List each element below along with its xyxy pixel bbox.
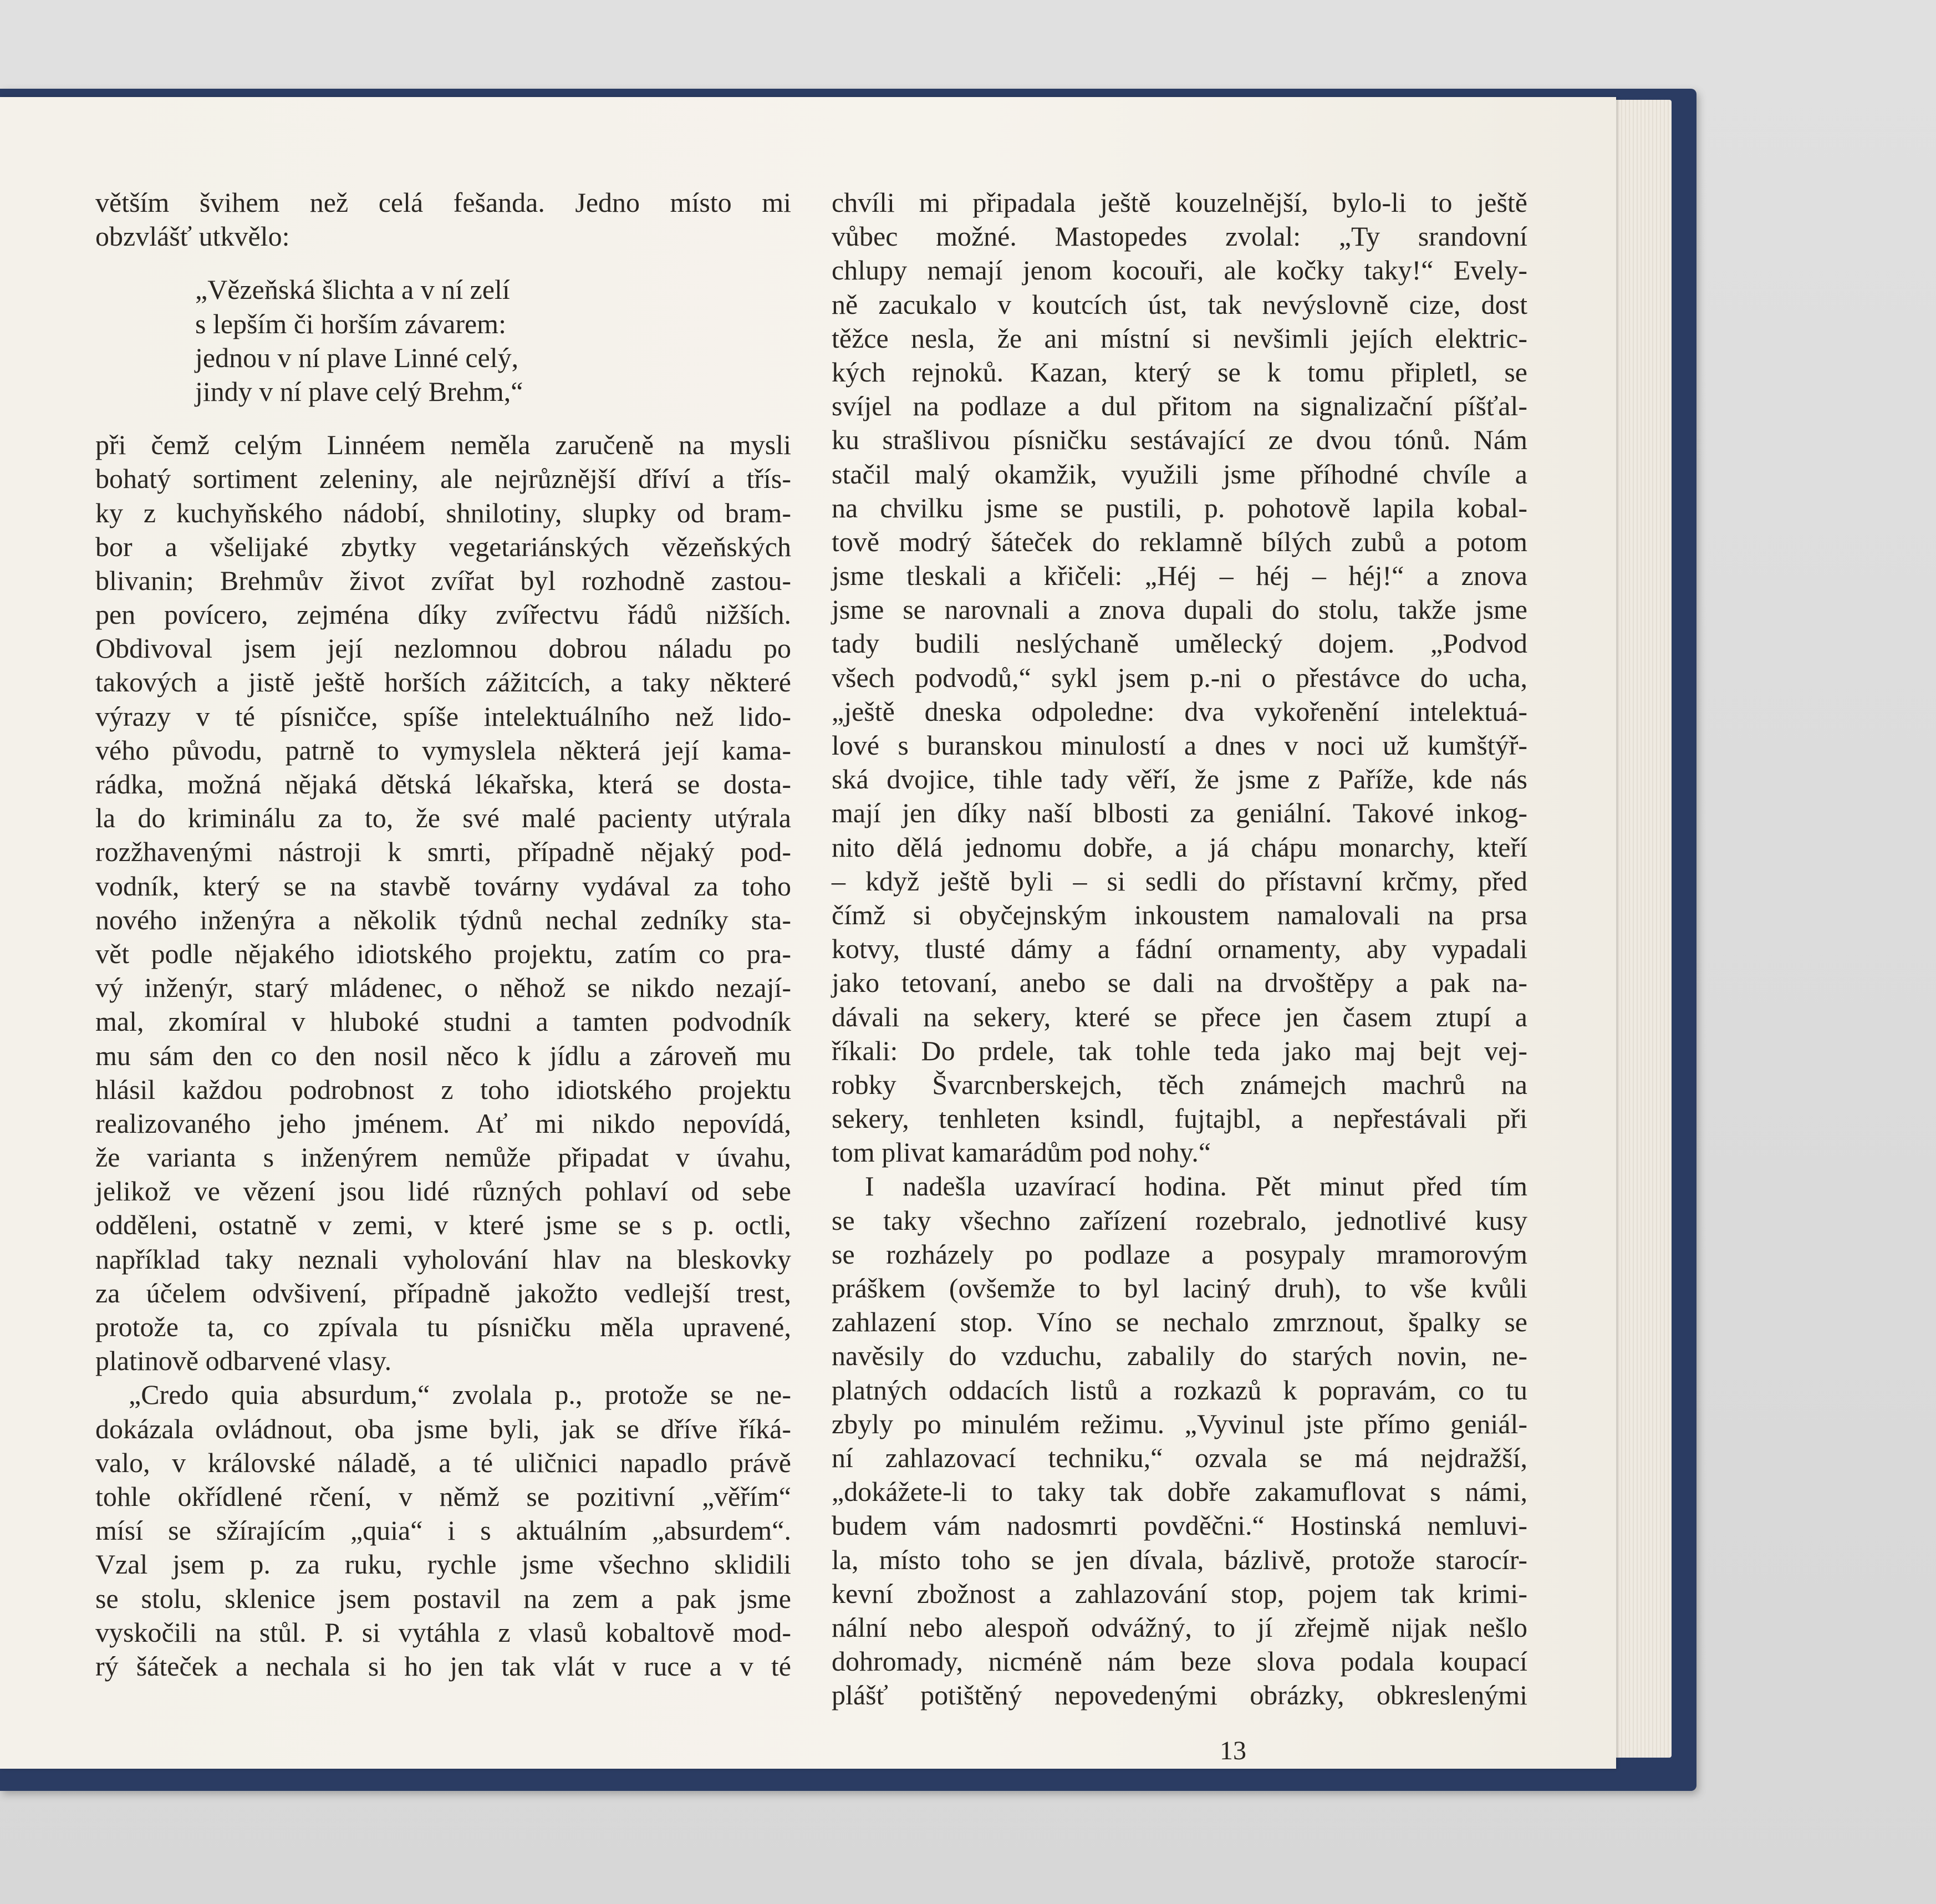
text-line: tady budili neslýchaně umělecký dojem. „Podvod [832, 628, 1527, 659]
text-line: kých rejnoků. Kazan, který se k tomu připletl, se [832, 356, 1527, 388]
text-line: tově modrý šáteček do reklamně bílých zubů a potom [832, 526, 1527, 557]
text-line: jsme se narovnali a znova dupali do stolu, takže jsme [832, 594, 1527, 625]
text-line: ní zahlazovací techniku,“ ozvala se má nejdražší, [832, 1442, 1527, 1473]
text-line: plášť potištěný nepovedenými obrázky, obkreslenými [832, 1679, 1527, 1711]
text-line: zahlazení stop. Víno se nechalo zmrznout, špalky se [832, 1306, 1527, 1338]
text-line: při čemž celým Linnéem neměla zaručeně na mysli [95, 429, 791, 461]
text-line: robky Švarcnberskejch, těch známejch machrů na [832, 1068, 1527, 1100]
text-line: hlásil každou podrobnost z toho idiotského projektu [95, 1073, 791, 1105]
text-line: nální nebo alespoň odvážný, to jí zřejmě nijak nešlo [832, 1611, 1527, 1643]
text-line: vět podle nějakého idiotského projektu, zatím co pra- [95, 938, 791, 969]
text-line: vůbec možné. Mastopedes zvolal: „Ty srandovní [832, 221, 1527, 252]
right-paragraph-1 [832, 186, 1527, 1169]
left-paragraph-2 [95, 428, 791, 1378]
text-line: bohatý sortiment zeleniny, ale nejrůznější dříví a třís- [95, 463, 791, 495]
text-line: vodník, který se na stavbě továrny vydával za toho [95, 870, 791, 902]
left-paragraph-1 [95, 186, 791, 253]
text-line: nito dělá jednomu dobře, a já chápu monarchy, kteří [832, 831, 1527, 863]
text-line: se rozházely po podlaze a posypaly mramorovým [832, 1238, 1527, 1270]
text-line: chlupy nemají jenom kocouři, ale kočky taky!“ Evely- [832, 254, 1527, 286]
verse-line: jednou v ní plave Linné celý, [195, 342, 519, 373]
text-line: vý inženýr, starý mládenec, o něhož se nikdo nezají- [95, 972, 791, 1004]
left-column [95, 186, 791, 1683]
text-line: tohle okřídlené rčení, v němž se pozitivní „věřím“ [95, 1480, 791, 1512]
text-line: říkali: Do prdele, tak tohle teda jako maj bejt vej- [832, 1035, 1527, 1066]
text-line: I nadešla uzavírací hodina. Pět minut před tím [865, 1170, 1527, 1202]
text-line: jako tetovaní, anebo se dali na drvoštěpy a pak na- [832, 967, 1527, 999]
text-line: ně zacukalo v koutcích úst, tak nevýslovně cize, dost [832, 288, 1527, 320]
text-line: platných oddacích listů a rozkazů k popravám, co tu [832, 1374, 1527, 1406]
text-line: realizovaného jeho jménem. Ať mi nikdo nepovídá, [95, 1107, 791, 1139]
verse-line: „Vězeňská šlichta a v ní zelí [195, 274, 510, 306]
text-line: chvíli mi připadala ještě kouzelnější, bylo-li to ještě [832, 187, 1527, 218]
text-line: ku strašlivou písničku sestávající ze dvou tónů. Nám [832, 424, 1527, 456]
text-line: rý šáteček a nechala si ho jen tak vlát v ruce a v té [95, 1650, 791, 1682]
text-line: bor a všelijaké zbytky vegetariánských vězeňských [95, 531, 791, 562]
text-line: jelikož ve vězení jsou lidé různých pohlaví od sebe [95, 1175, 791, 1207]
text-line: větším švihem než celá fešanda. Jedno místo mi [95, 187, 791, 218]
text-line: mal, zkomíral v hluboké studni a tamten podvodník [95, 1006, 791, 1037]
text-line: sekery, tenhleten ksindl, fujtajbl, a nepřestávali při [832, 1103, 1527, 1134]
verse-line: s lepším či horším závarem: [195, 308, 506, 339]
text-line: se taky všechno zařízení rozebralo, jednotlivé kusy [832, 1204, 1527, 1236]
text-line: všech podvodů,“ sykl jsem p.-ni o přestávce do ucha, [832, 661, 1527, 693]
right-paragraph-2 [832, 1169, 1527, 1712]
text-line: ky z kuchyňského nádobí, shnilotiny, slupky od bram- [95, 497, 791, 528]
text-line: zbyly po minulém režimu. „Vyvinul jste přímo geniál- [832, 1408, 1527, 1439]
text-line: mají jen díky naší blbosti za geniální. Takové inkog- [832, 797, 1527, 829]
text-line: dokázala ovládnout, oba jsme byli, jak se dříve říká- [95, 1413, 791, 1444]
text-line: dohromady, nicméně nám beze slova podala koupací [832, 1646, 1527, 1677]
text-line: nového inženýra a několik týdnů nechal zedníky sta- [95, 904, 791, 935]
text-line: – když ještě byli – si sedli do přístavní krčmy, před [832, 865, 1527, 897]
text-line: ská dvojice, tihle tady věří, že jsme z Paříže, kde nás [832, 763, 1527, 795]
text-line: navěsily do vzduchu, zabalily do starých novin, ne- [832, 1340, 1527, 1372]
text-line: že varianta s inženýrem nemůže připadat v úvahu, [95, 1142, 791, 1173]
text-line: stačil malý okamžik, využili jsme příhodné chvíle a [832, 458, 1527, 490]
text-line: rádka, možná nějaká dětská lékařska, která se dosta- [95, 768, 791, 800]
text-line: vého původu, patrně to vymyslela některá její kama- [95, 734, 791, 766]
text-line: jsme tleskali a křičeli: „Héj – héj – héj!“ a znova [832, 560, 1527, 592]
text-line: na chvilku jsme se pustili, p. pohotově lapila kobal- [832, 492, 1527, 523]
text-line: Vzal jsem p. za ruku, rychle jsme všechno sklidili [95, 1549, 791, 1580]
text-line: mu sám den co den nosil něco k jídlu a zároveň mu [95, 1040, 791, 1071]
text-line: platinově odbarvené vlasy. [95, 1345, 392, 1377]
page-edges [1611, 100, 1672, 1758]
text-line: rozžhavenými nástroji k smrti, případně nějaký pod- [95, 836, 791, 868]
text-line: za účelem odvšivení, případně jakožto vedlejší trest, [95, 1277, 791, 1309]
text-line: la do kriminálu za to, že své malé pacienty utýrala [95, 802, 791, 834]
text-line: těžce nesla, že ani místní si nevšimli jejích elektric- [832, 322, 1527, 354]
right-column [832, 186, 1527, 1712]
text-line: práškem (ovšemže to byl laciný druh), to vše kvůli [832, 1272, 1527, 1304]
text-line: lové s buranskou minulostí a dnes v noci už kumštýř- [832, 730, 1527, 761]
page-number: 13 [1220, 1736, 1246, 1765]
text-line: například taky neznali vyholování hlav na bleskovky [95, 1243, 791, 1275]
text-line: blivanin; Brehmův život zvířat byl rozhodně zastou- [95, 564, 791, 596]
text-line: obzvlášť utkvělo: [95, 221, 290, 252]
text-line: dávali na sekery, které se přece jen časem ztupí a [832, 1001, 1527, 1032]
text-line: protože ta, co zpívala tu písničku měla upravené, [95, 1311, 791, 1342]
text-line: mísí se sžírajícím „quia“ i s aktuálním „absurdem“. [95, 1515, 791, 1546]
text-line: čímž si obyčejnským inkoustem namalovali na prsa [832, 899, 1527, 930]
text-line: budem vám nadosmrti povděčni.“ Hostinská nemluvi- [832, 1510, 1527, 1541]
text-line: Obdivoval jsem její nezlomnou dobrou náladu po [95, 633, 791, 664]
text-line: „dokážete-li to taky tak dobře zakamuflovat s námi, [832, 1476, 1527, 1508]
text-line: „Credo quia absurdum,“ zvolala p., protože se ne- [129, 1379, 791, 1411]
text-line: la, místo toho se jen dívala, bázlivě, protože starocír- [832, 1544, 1527, 1575]
text-line: tom plivat kamarádům pod nohy.“ [832, 1137, 1211, 1168]
text-line: valo, v královské náladě, a té uličnici napadlo právě [95, 1447, 791, 1478]
text-line: odděleni, ostatně v zemi, v které jsme se s p. octli, [95, 1209, 791, 1241]
verse-quote [195, 273, 791, 409]
text-line: pen povícero, zejména díky zvířectvu řádů nižších. [95, 599, 791, 630]
verse-line: jindy v ní plave celý Brehm,“ [195, 375, 523, 407]
text-line: kotvy, tlusté dámy a fádní ornamenty, aby vypadali [832, 933, 1527, 965]
text-line: takových a jistě ještě horších zážitcích, a taky některé [95, 666, 791, 698]
text-line: výrazy v té písničce, spíše intelektuálního než lido- [95, 700, 791, 732]
book-page [0, 97, 1616, 1769]
left-paragraph-3 [95, 1378, 791, 1683]
text-line: „ještě dneska odpoledne: dva vykořenění intelektuá- [832, 695, 1527, 727]
text-line: se stolu, sklenice jsem postavil na zem a pak jsme [95, 1582, 791, 1614]
text-line: kevní zbožnost a zahlazování stop, pojem tak krimi- [832, 1577, 1527, 1609]
text-line: vyskočili na stůl. P. si vytáhla z vlasů kobaltově mod- [95, 1616, 791, 1648]
text-line: svíjel na podlaze a dul přitom na signalizační píšťal- [832, 390, 1527, 422]
